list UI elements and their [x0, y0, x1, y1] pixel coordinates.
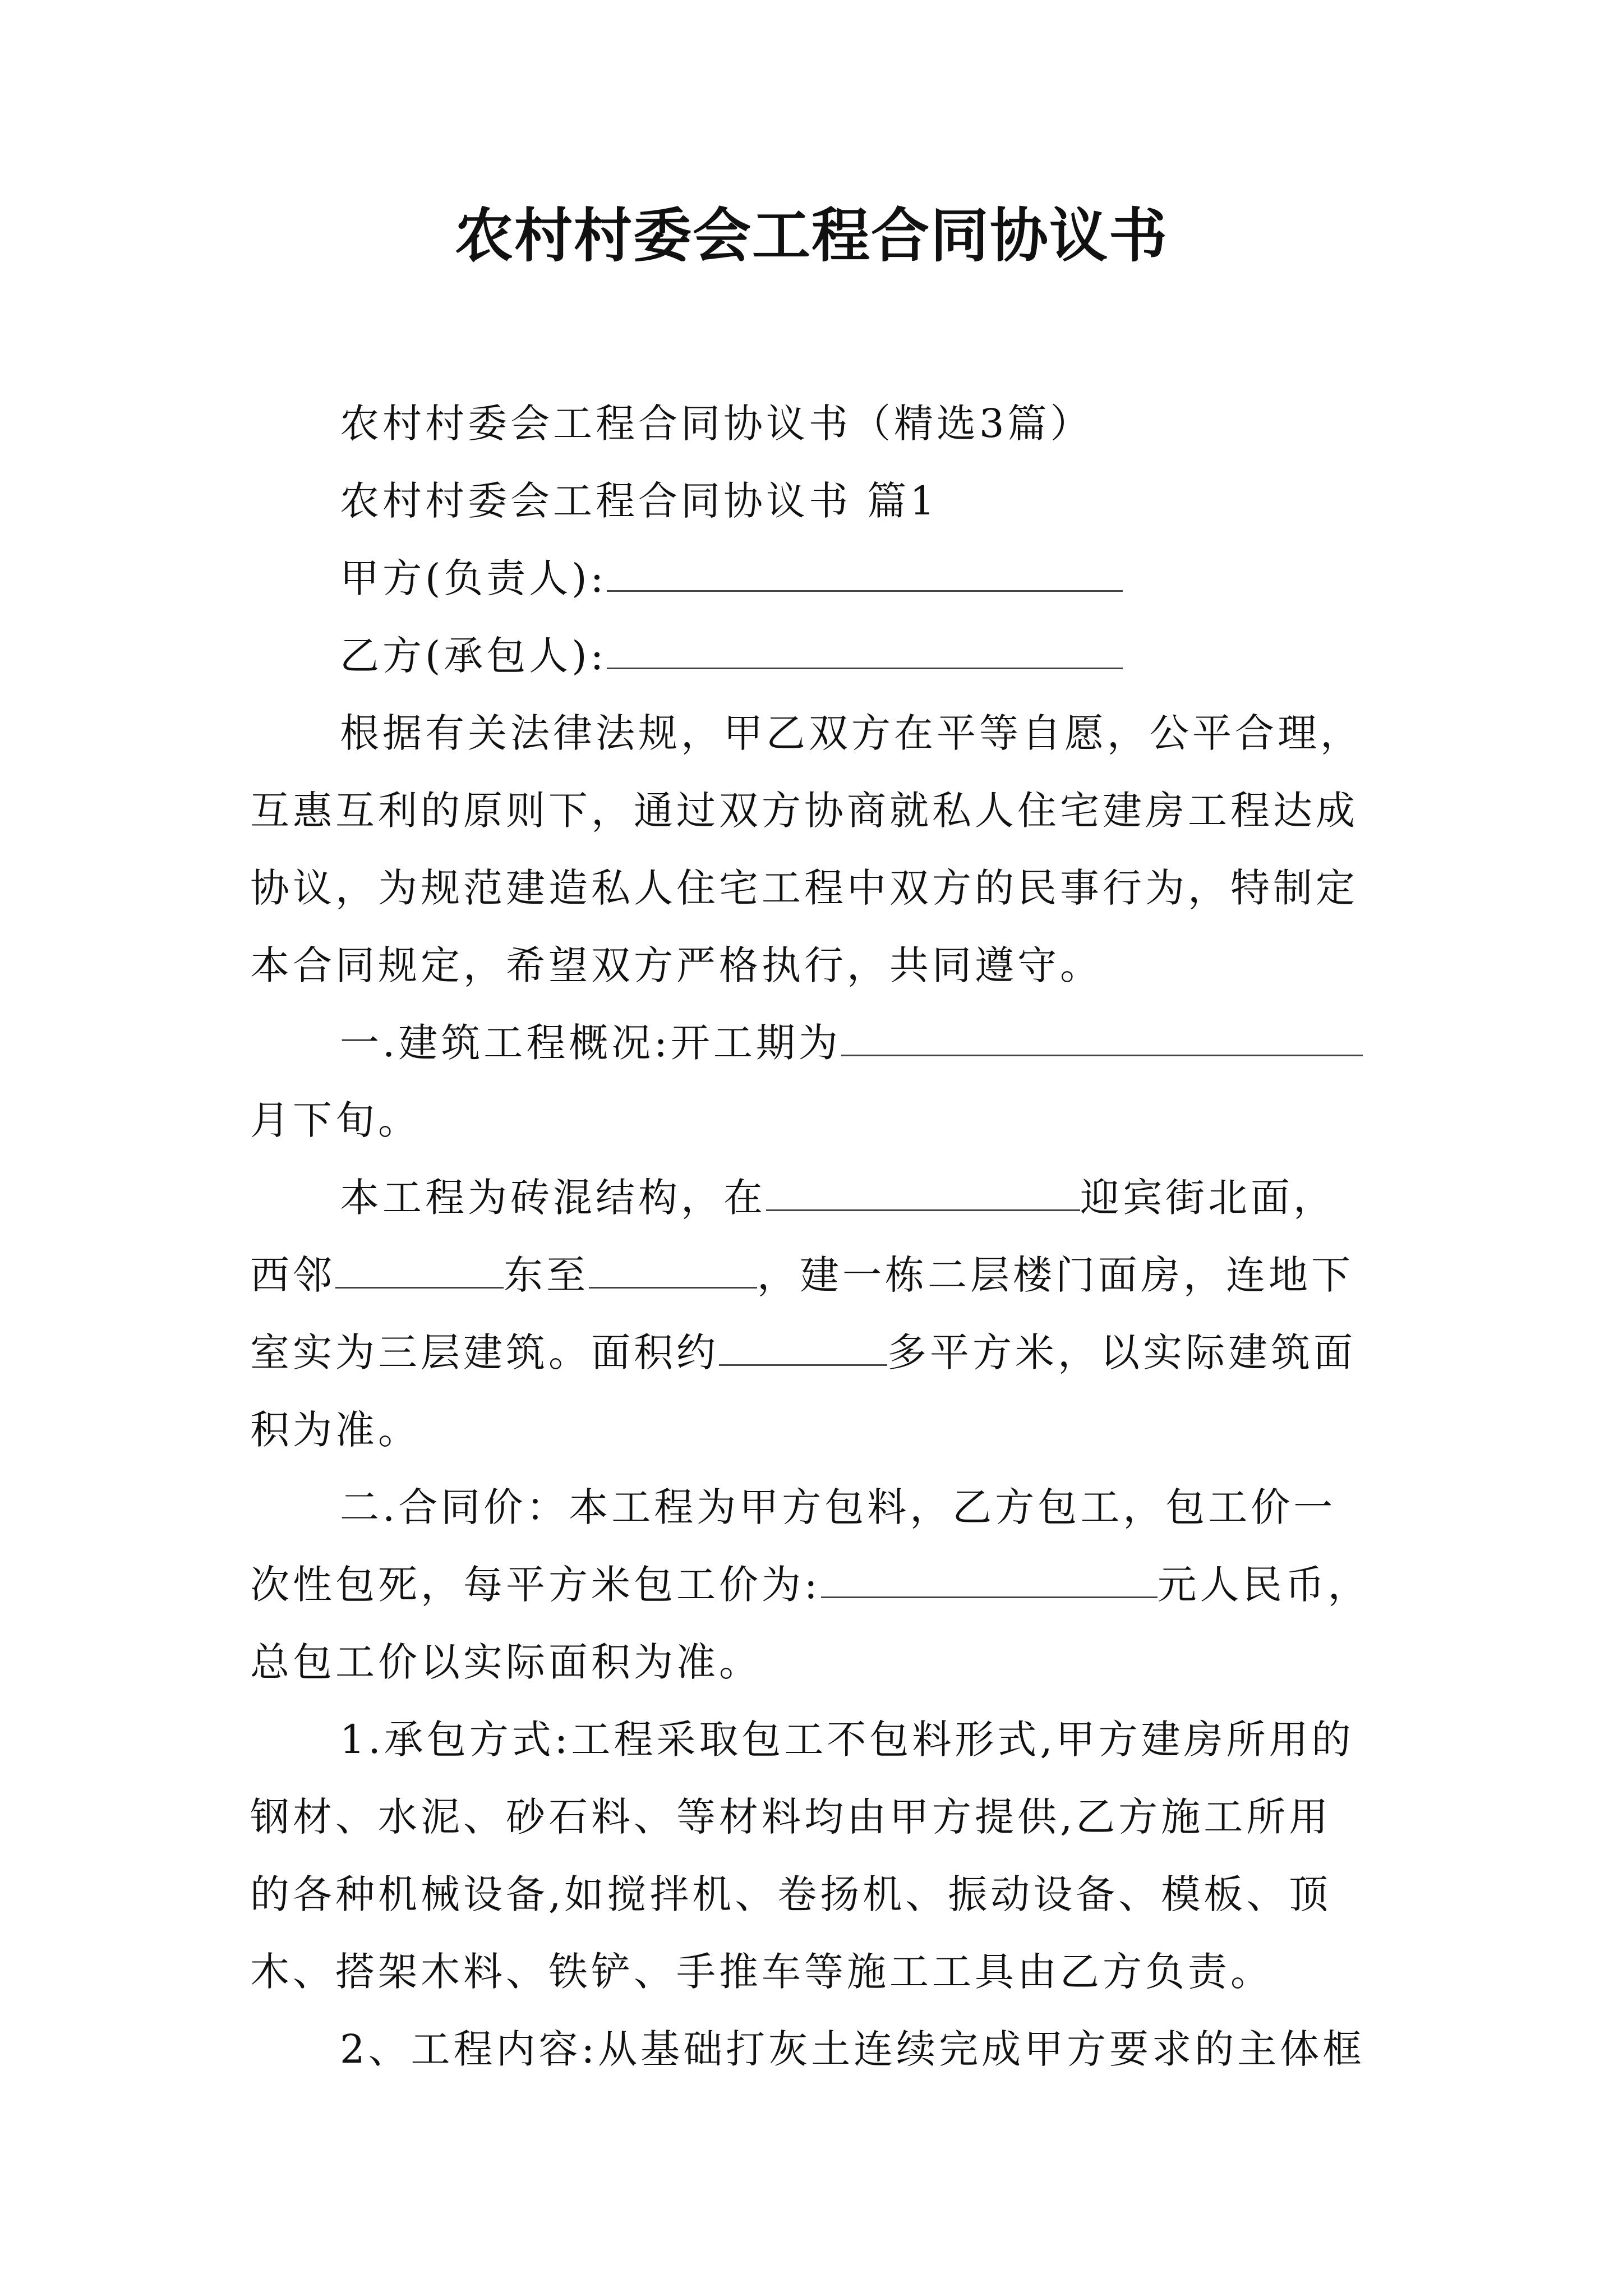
item1-line: 的各种机械设备,如搅拌机、卷扬机、振动设备、模板、顶: [250, 1871, 1332, 1917]
location-blank: [766, 1178, 1080, 1211]
project-text: 室实为三层建筑。面积约: [250, 1329, 719, 1375]
intro-line: 本合同规定，希望双方严格执行，共同遵守。: [250, 942, 1103, 988]
party-b-label: 乙方(承包人):: [340, 633, 607, 679]
section2-text: 次性包死，每平方米包工价为:: [250, 1562, 821, 1608]
section2-text: 元人民币，: [1157, 1562, 1371, 1608]
section2-line: [250, 1546, 1377, 1623]
intro-line: 根据有关法律法规，甲乙双方在平等自愿，公平合理，: [340, 710, 1363, 756]
project-line: [250, 1236, 1377, 1314]
item1-line: 钢材、水泥、砂石料、等材料均由甲方提供,乙方施工所用: [250, 1794, 1332, 1840]
section2-line: 总包工价以实际面积为准。: [250, 1639, 762, 1685]
project-text: 多平方米，以实际建筑面: [887, 1329, 1356, 1375]
document-body: [250, 385, 1377, 2088]
project-line: [250, 1314, 1377, 1391]
price-blank: [821, 1565, 1158, 1598]
party-b-blank: [607, 636, 1123, 669]
section2-line: 二.合同价：本工程为甲方包料，乙方包工，包工价一: [340, 1484, 1336, 1530]
start-date-blank: [841, 1023, 1363, 1056]
project-text: ，建一栋二层楼门面房，连地下: [757, 1252, 1354, 1298]
intro-line: 互惠互利的原则下，通过双方协商就私人住宅建房工程达成: [250, 788, 1358, 834]
project-text: 东至: [504, 1252, 589, 1298]
intro-line: 协议，为规范建造私人住宅工程中双方的民事行为，特制定: [250, 865, 1358, 911]
party-a-label: 甲方(负责人):: [340, 555, 607, 601]
section1-line: [250, 1004, 1377, 1082]
party-b-line: [250, 617, 1377, 694]
west-blank: [335, 1255, 504, 1289]
party-a-line: [250, 540, 1377, 617]
project-text: 本工程为砖混结构，在: [340, 1175, 766, 1221]
part-heading: 农村村委会工程合同协议书 篇1: [340, 478, 938, 524]
project-line: 积为准。: [250, 1407, 421, 1453]
item2-line: 2、工程内容:从基础打灰土连续完成甲方要求的主体框: [340, 2026, 1366, 2072]
east-blank: [589, 1255, 757, 1289]
area-blank: [719, 1333, 887, 1366]
section1-text: 一.建筑工程概况:开工期为: [340, 1020, 841, 1066]
project-text: 迎宾街北面，: [1080, 1175, 1336, 1221]
project-line: [250, 1159, 1377, 1236]
document-title: 农村村委会工程合同协议书: [454, 201, 1168, 270]
section1-line: 月下旬。: [250, 1097, 421, 1143]
item1-line: 木、搭架木料、铁铲、手推车等施工工具由乙方负责。: [250, 1949, 1273, 1995]
item1-line: 1.承包方式:工程采取包工不包料形式,甲方建房所用的: [340, 1717, 1354, 1763]
subtitle-line: 农村村委会工程合同协议书（精选3篇）: [340, 401, 1093, 447]
project-text: 西邻: [250, 1252, 335, 1298]
party-a-blank: [607, 559, 1123, 592]
